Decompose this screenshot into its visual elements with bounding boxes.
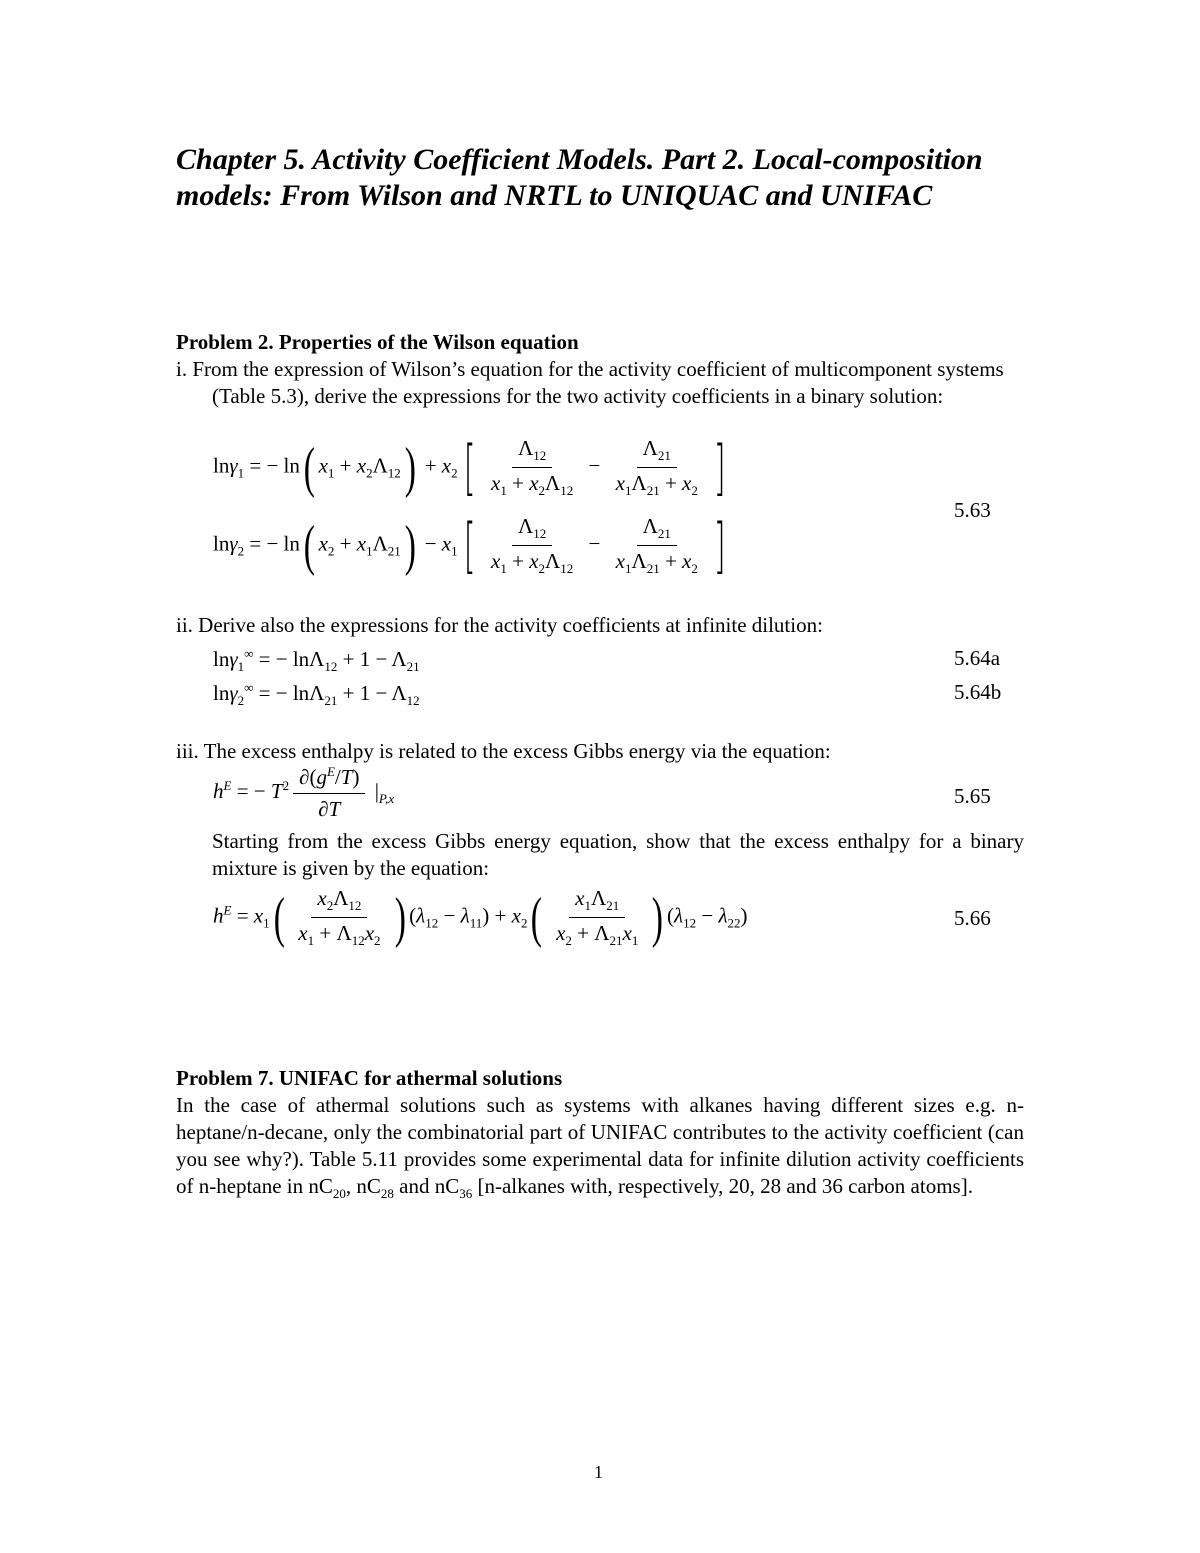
problem-2-part-i — [176, 356, 1024, 410]
equation-5-65-number: 5.65 — [954, 784, 991, 808]
chapter-title: Chapter 5. Activity Coefficient Models. Part 2. Local-composition models: From Wilson and NRTL to UNIQUAC and UNIFAC — [176, 143, 983, 212]
problem-2-part-iii: iii. The excess enthalpy is related to the excess Gibbs energy via the equation: — [176, 739, 831, 763]
equation-5-66: $h^E = x_1$( $\frac{x_2\Lambda_{12}}{x_1 + \Lambda_{12}x_2}$ ) $(\lambda_{12} - \lambda_{11}) + x_2$( $\frac{x_1\Lambda_{21}}{x_2 + \Lambda_{21}x_1}$ ) $(\lambda_{12} - \lambda_{22})$ — [213, 886, 748, 949]
equation-5-66-number: 5.66 — [954, 906, 991, 930]
equation-5-64a: lnγ$_1$∞ = − $\ln\Lambda_{12} + 1 - \Lambda_{21}$ — [213, 646, 420, 675]
problem-2-heading: Problem 2. Properties of the Wilson equation — [176, 330, 579, 354]
problem-2-part-ii: ii. Derive also the expressions for the activity coefficients at infinite dilution: — [176, 613, 823, 637]
equation-5-63-line1: lnγ$_1$ = − ln( $x_1 + x_2\Lambda_{12}) + x_2$[ $\frac{\Lambda_{12}}{x_1 + x_2\Lambda_{12}}$ − $\frac{\Lambda_{21}}{x_1\Lambda_{21} + x_2}$ ] — [213, 432, 726, 503]
subscript-20: 20 — [332, 1186, 346, 1202]
equation-5-63-number: 5.63 — [954, 498, 991, 522]
problem-7-body — [176, 1092, 1024, 1207]
problem-7-sep-2: and nC — [393, 1174, 460, 1198]
equation-5-64b: lnγ$_2$∞ = − $\ln\Lambda_{21} + 1 - \Lambda_{12}$ — [213, 680, 420, 709]
problem-2-part-iii-continued: Starting from the excess Gibbs energy equation, show that the excess enthalpy for a binary mixture is given by the equation: — [212, 829, 1024, 880]
problem-7-text-2: [n-alkanes with, respectively, 20, 28 and 36 carbon atoms]. — [472, 1174, 973, 1198]
problem-7-sep-1: , nC — [345, 1174, 381, 1198]
equation-5-64a-number: 5.64a — [954, 646, 1001, 670]
subscript-36: 36 — [459, 1186, 473, 1202]
equation-5-63-line2: lnγ$_2$ = − ln( $x_2 + x_1\Lambda_{21}) - x_1$[ $\frac{\Lambda_{12}}{x_1 + x_2\Lambda_{12}}$ − $\frac{\Lambda_{21}}{x_1\Lambda_{21} + x_2}$ ] — [213, 510, 726, 581]
equation-5-65: $h^E$ = − $T^2$ $\frac{\partial(g^E/T)}{\partial T}$ $|_{P,x}$ — [213, 764, 395, 821]
problem-7-text-1: In the case of athermal solutions such as systems with alkanes having different sizes e.g. n-heptane/n-decane, only the combinatorial part of UNIFAC contributes to the activity coefficient (can you see why?). Table 5.11 provides some experimental data for infinite dilution activity coefficients of n-heptane in nC — [176, 1093, 1024, 1198]
subscript-28: 28 — [380, 1186, 394, 1202]
part-i-text: i. From the expression of Wilson’s equation for the activity coefficient of multicomponent systems (Table 5.3), derive the expressions for the two activity coefficients in a binary solution: — [176, 357, 1004, 408]
problem-7-heading: Problem 7. UNIFAC for athermal solutions — [176, 1066, 563, 1090]
page-number: 1 — [594, 1462, 603, 1482]
equation-5-64b-number: 5.64b — [954, 680, 1002, 704]
